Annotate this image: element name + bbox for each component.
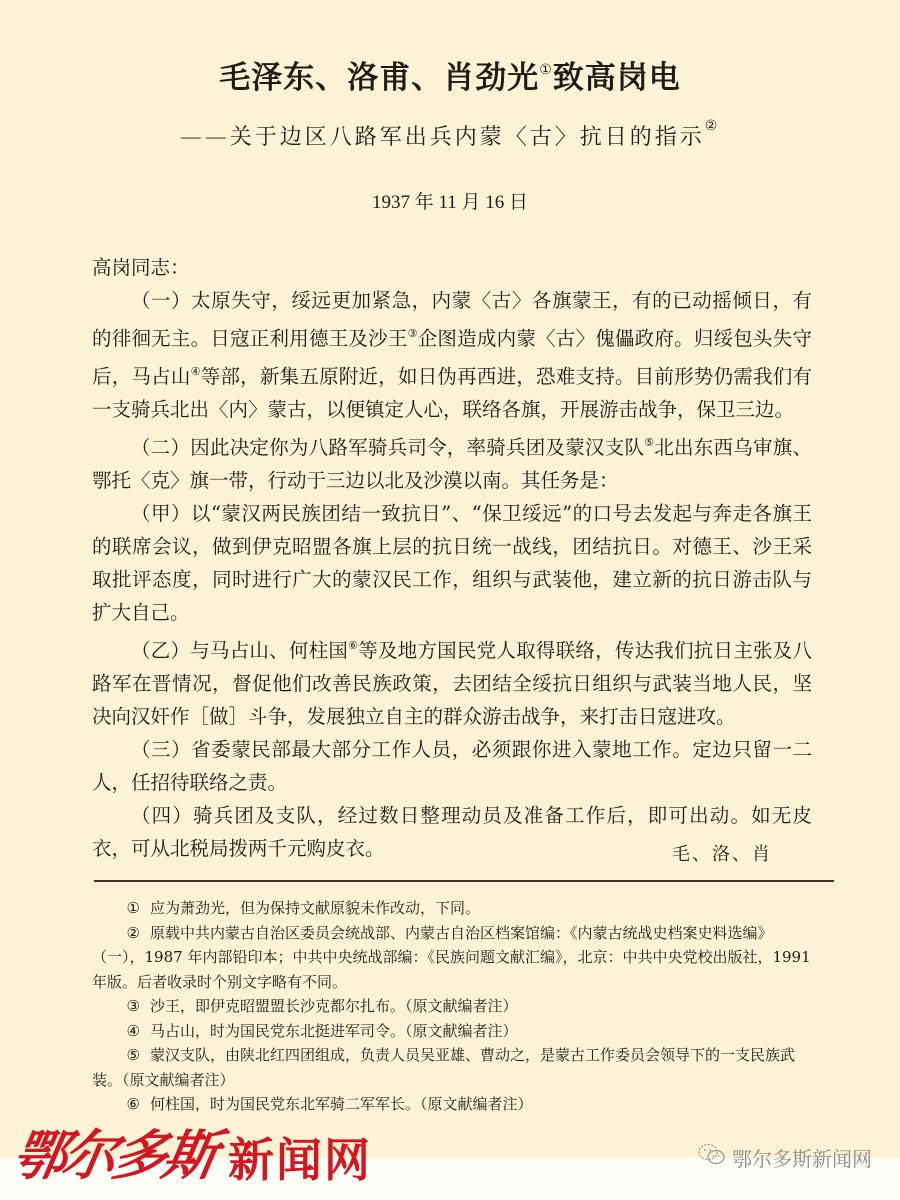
signature: 毛、洛、肖: [672, 844, 772, 865]
wechat-icon: [698, 1143, 732, 1172]
footnote-item: ④ 马占山，时为国民党东北挺进军司令。（原文献编者注）: [126, 1021, 518, 1040]
paragraph: （一）太原失守，绥远更加紧急，内蒙〈古〉各旗蒙王，有的已动摇倾日，有的徘徊无主。日寇正利用德王及沙王③企图造成内蒙〈古〉傀儡政府。归绥包头失守后，马占山④等部，新集五原附近，如日伪再西进，恐难支持。目前形势仍需我们有一支骑兵北出〈内〉蒙古，以便镇定人心，联络各旗，开展游击战争，保卫三边。: [92, 289, 812, 421]
footnote-item: ② 原载中共内蒙古自治区委员会统战部、内蒙古自治区档案馆编：《内蒙古统战史档案史料选编》（一），1987 年内部铅印本；中共中央统战部编：《民族问题文献汇编》，北京：中共中央党校出版社，1991 年版。后者收录时个别文字略有不同。: [92, 923, 811, 991]
wechat-account-name: 鄂尔多斯新闻网: [732, 1147, 872, 1171]
logo-script-text: 鄂尔多斯: [7, 1123, 220, 1187]
footnote-item: ⑥ 何柱国，时为国民党东北军骑二军军长。（原文献编者注）: [126, 1095, 533, 1113]
footnote-item: ③ 沙王，即伊克昭盟盟长沙克都尔扎布。（原文献编者注）: [126, 997, 518, 1015]
footnote-ref: ⑥: [348, 639, 359, 652]
footnote-item: ⑤ 蒙汉支队，由陕北红四团组成，负责人员吴亚雄、曹动之，是蒙古工作委员会领导下的一支民族武装。（原文献编者注）: [92, 1046, 795, 1089]
ordos-news-logo: [7, 1123, 372, 1190]
document-date: 1937 年 11 月 16 日: [371, 192, 529, 213]
paragraph: （二）因此决定你为八路军骑兵司令，率骑兵团及蒙汉支队⑤北出东西乌审旗、鄂托〈克〉旗一带，行动于三边以北及沙漠以南。其任务是：: [92, 436, 812, 492]
document-subtitle: ——关于边区八路军出兵内蒙〈古〉抗日的指示②: [179, 118, 721, 150]
footnote-ref: ④: [190, 365, 201, 378]
paragraph: （三）省委蒙民部最大部分工作人员，必须跟你进入蒙地工作。定边只留一二人，任招待联络之责。: [92, 738, 812, 794]
salutation: 高岗同志：: [92, 256, 190, 279]
logo-news-text: 新闻网: [228, 1133, 372, 1187]
footnote-ref: ③: [407, 327, 418, 340]
footnotes: [92, 896, 812, 1117]
document-title: 毛泽东、洛甫、肖劲光①致高岗电: [219, 60, 681, 96]
footnote-divider: [94, 880, 834, 882]
wechat-watermark: [698, 1143, 872, 1172]
letter-body: [92, 251, 812, 865]
footnote-ref: ⑤: [644, 436, 655, 449]
footnote-item: ① 应为萧劲光，但为保持文献原貌未作改动，下同。: [126, 899, 480, 917]
footnote-ref: ①: [539, 62, 553, 78]
paragraph: （乙）与马占山、何柱国⑥等及地方国民党人取得联络，传达我们抗日主张及八路军在晋情况，督促他们改善民族政策，去团结全绥抗日组织与武装当地人民，坚决向汉奸作［做］斗争，发展独立自主的群众游击战争，来打击日寇进攻。: [92, 639, 812, 728]
paragraph: （四）骑兵团及支队，经过数日整理动员及准备工作后，即可出动。如无皮衣，可从北税局拨两千元购皮衣。: [92, 804, 812, 860]
paragraph: （甲）以“蒙汉两民族团结一致抗日”、“保卫绥远”的口号去发起与奔走各旗王的联席会议，做到伊克昭盟各旗上层的抗日统一战线，团结抗日。对德王、沙王采取批评态度，同时进行广大的蒙汉民工作，组织与武装他，建立新的抗日游击队与扩大自己。: [92, 502, 812, 624]
footnote-ref: ②: [704, 118, 721, 134]
